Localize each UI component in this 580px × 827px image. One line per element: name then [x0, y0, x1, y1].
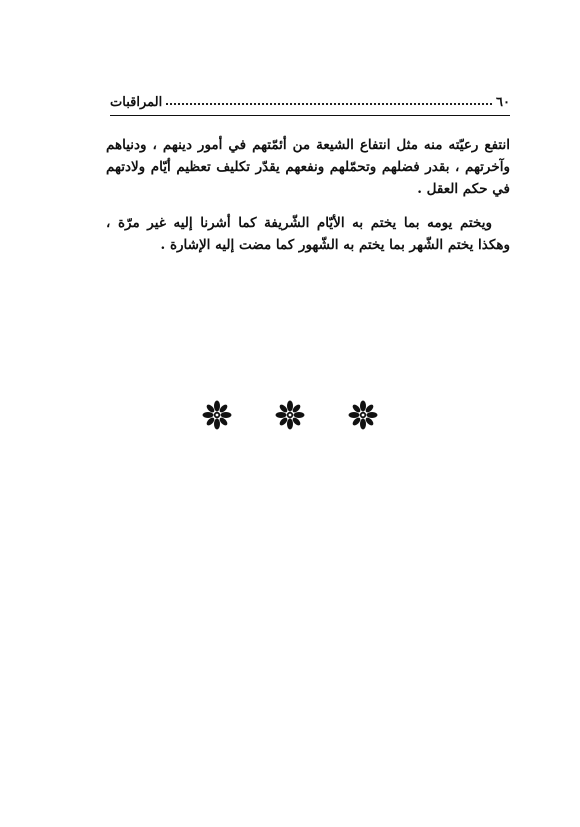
dotted-leader [166, 103, 492, 105]
running-header [110, 88, 510, 110]
paragraph: انتفع رعيّته منه مثل انتفاع الشيعة من أئمّتهم في أمور دينهم ، ودنياهم وآخرتهم ، بقدر فضلهم وتحمّلهم ونفعهم يقدّر تكليف تعظيم أيّام ولادتهم في حكم العقل . [106, 137, 510, 197]
header-rule [110, 115, 510, 116]
body-text [106, 134, 510, 256]
section-title: المراقبات [110, 95, 163, 110]
paragraph: ويختم يومه بما يختم به الأيّام الشّريفة كما أشرنا إليه غير مرّة ، وهكذا يختم الشّهر بما يختم به الشّهور كما مضت إليه الإشارة . [106, 215, 510, 253]
asterism-flower-icon [200, 398, 234, 432]
asterism-flower-icon [273, 398, 307, 432]
page-number: ٦٠ [496, 95, 510, 110]
asterism-flower-icon [346, 398, 380, 432]
section-divider [200, 398, 380, 432]
